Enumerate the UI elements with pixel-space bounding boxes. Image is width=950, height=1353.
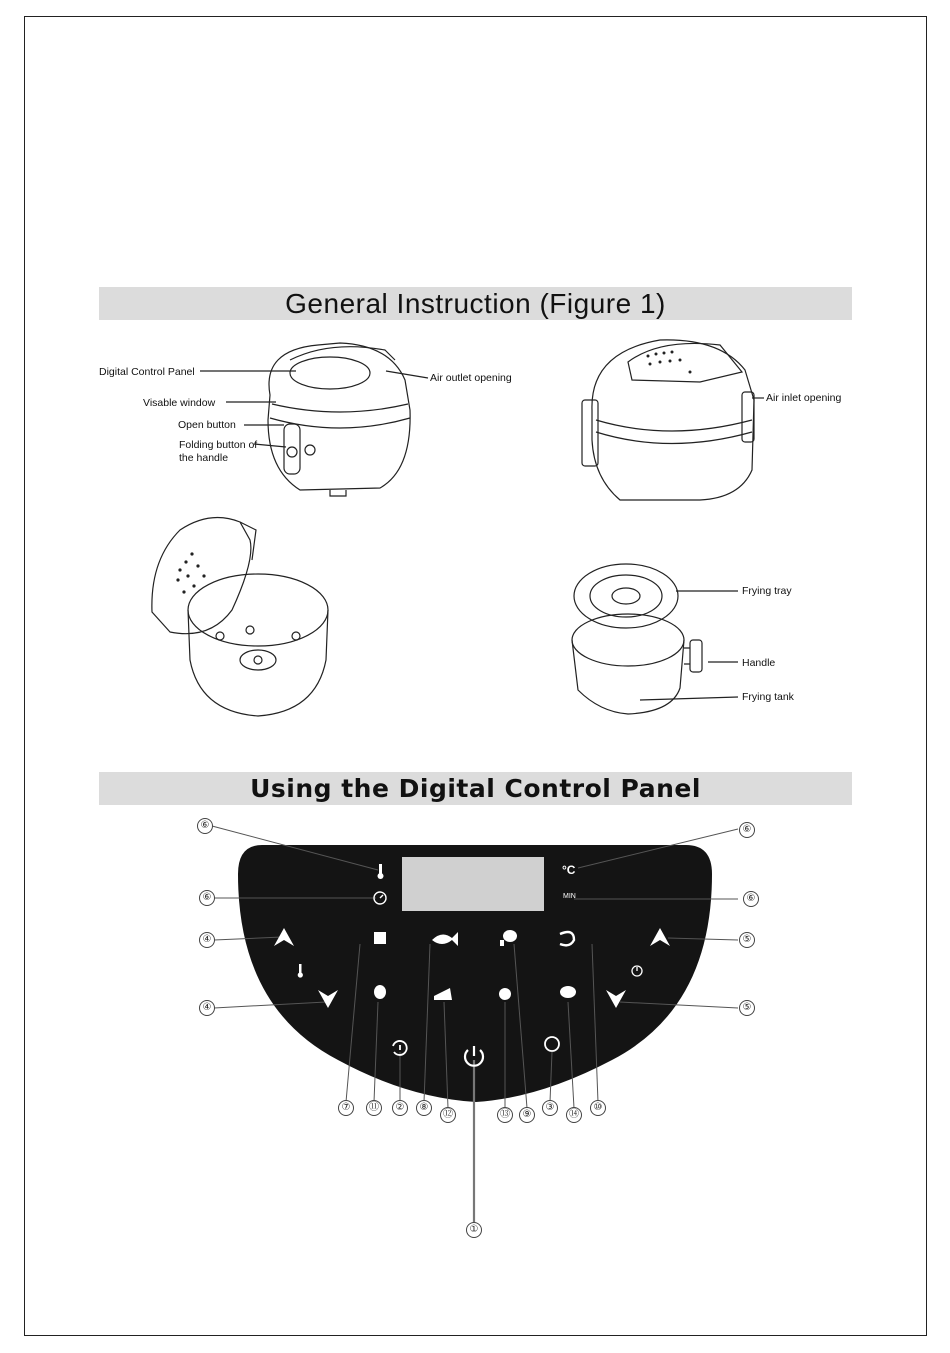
callout-12: ⑫ bbox=[440, 1107, 456, 1123]
fries-icon bbox=[374, 932, 386, 944]
label-frying-tank: Frying tank bbox=[742, 691, 794, 703]
callout-4-down: ④ bbox=[199, 1000, 215, 1016]
callout-14: ⑭ bbox=[566, 1107, 582, 1123]
label-open-button: Open button bbox=[178, 419, 236, 431]
callout-13: ⑬ bbox=[497, 1107, 513, 1123]
callout-2: ② bbox=[392, 1100, 408, 1116]
unit-celsius: °C bbox=[562, 863, 576, 877]
callout-6-timer: ⑥ bbox=[199, 890, 215, 906]
callout-5-up: ⑤ bbox=[739, 932, 755, 948]
callout-6-thermometer: ⑥ bbox=[197, 818, 213, 834]
callout-6-min: ⑥ bbox=[743, 891, 759, 907]
section-title-general: General Instruction (Figure 1) bbox=[285, 287, 666, 319]
label-folding-button: Folding button of the handle bbox=[179, 439, 258, 464]
callout-10: ⑩ bbox=[590, 1100, 606, 1116]
label-digital-control-panel: Digital Control Panel bbox=[99, 366, 195, 378]
unit-min: MIN bbox=[563, 893, 576, 900]
callout-8: ⑧ bbox=[416, 1100, 432, 1116]
callout-5-down: ⑤ bbox=[739, 1000, 755, 1016]
vegetable-icon bbox=[499, 988, 511, 1000]
label-air-outlet: Air outlet opening bbox=[430, 372, 512, 384]
callout-9: ⑨ bbox=[519, 1107, 535, 1123]
section-title-control-panel: Using the Digital Control Panel bbox=[250, 774, 701, 803]
callout-11: ⑪ bbox=[366, 1100, 382, 1116]
label-handle: Handle bbox=[742, 657, 776, 669]
callout-3: ③ bbox=[542, 1100, 558, 1116]
diy-icon bbox=[560, 986, 576, 998]
label-frying-tray: Frying tray bbox=[742, 585, 792, 597]
callout-7: ⑦ bbox=[338, 1100, 354, 1116]
label-air-inlet: Air inlet opening bbox=[766, 392, 842, 404]
panel-display bbox=[402, 857, 544, 911]
label-visable-window: Visable window bbox=[143, 397, 216, 409]
callout-4-up: ④ bbox=[199, 932, 215, 948]
callout-1-power: ① bbox=[466, 1222, 482, 1238]
callout-6-celsius: ⑥ bbox=[739, 822, 755, 838]
drumstick-icon bbox=[374, 985, 386, 999]
